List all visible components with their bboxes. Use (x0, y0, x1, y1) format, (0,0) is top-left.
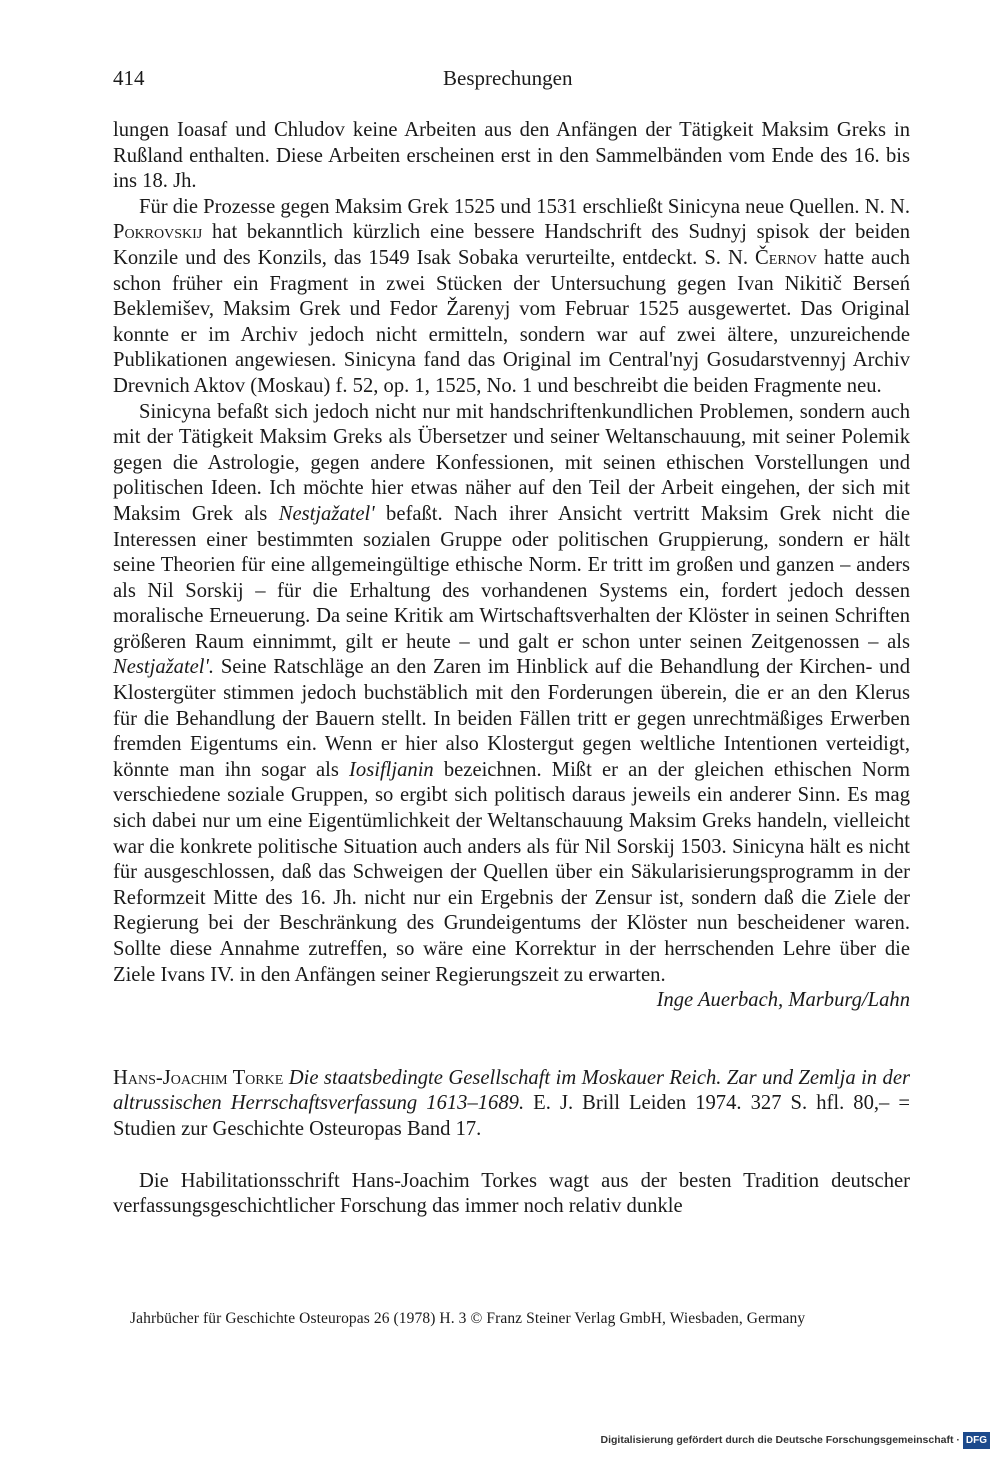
paragraph-3: Sinicyna befaßt sich jedoch nicht nur mit handschriftenkundlichen Problemen, sondern auch mit der Tätigkeit Maksim Greks als Übersetzer und seiner Weltanschauung, mit seiner Polemik gegen die Astrologie, gegen andere Konfessionen, mit seinen ethischen Vorstellungen und politischen Ideen. Ich möchte hier etwas näher auf den Teil der Arbeit eingehen, der sich mit Maksim Grek als Nestjažatel' befaßt. Nach ihrer Ansicht vertritt Maksim Grek nicht die Interessen einer bestimmten sozialen Gruppe oder politischen Gruppierung, sondern er hält seine Theorien für eine allgemeingültige ethische Norm. Er tritt im großen und ganzen – anders als Nil Sorskij – für die Erhaltung des vorhandenen Systems ein, fordert jedoch dessen moralische Erneuerung. Da seine Kritik am Wirtschaftsverhalten der Klöster in seinen Schriften größeren Raum einnimmt, gilt er heute – und galt er schon unter seinen Zeitgenossen – als Nestjažatel'. Seine Ratschläge an den Zaren im Hinblick auf die Behandlung der Kirchen- und Klostergüter stimmen jedoch buchstäblich mit den Forderungen überein, die er an den Klerus für die Behandlung der Bauern stellt. In beiden Fällen tritt er gegen unrechtmäßiges Erwerben fremden Eigentums ein. Wenn er hier also Klostergut gegen weltliche Intentionen verteidigt, könnte man ihn sogar als Iosifljanin bezeichnen. Mißt er an der gleichen ethischen Norm verschiedene soziale Gruppen, so ergibt sich politisch daraus jeweils ein anderer Sinn. Es mag sich dabei nur um eine Eigentümlichkeit der Weltanschauung Maksim Greks handeln, vielleicht war die konkrete politische Situation auch anders als für Nil Sorskij 1503. Sinicyna hält es nicht für ausgeschlossen, daß das Schweigen der Quellen über ein Säkularisierungsprogramm in der Reformzeit Mitte des 16. Jh. nicht nur ein Ergebnis der Zensur ist, sondern daß die Ziele der Regierung bei der Beschränkung des Grundeigentums der Klöster nun bescheidener waren. Sollte diese Annahme zutreffen, so wäre eine Korrektur in der herrschenden Lehre über die Ziele Ivans IV. in den Anfängen seiner Regierungszeit zu erwarten. (113, 400, 910, 986)
reviewer-signature: Inge Auerbach, Marburg/Lahn (656, 989, 910, 1012)
italic-term: Nestjažatel'. (113, 656, 215, 679)
author-name-cernov: Černov (755, 246, 818, 269)
paragraph-1: lungen Ioasaf und Chludov keine Arbeiten aus den Anfängen der Tätigkeit Maksim Greks in Rußland enthalten. Diese Arbeiten erscheinen erst in den Sammelbänden vom Ende des 16. bis ins 18. Jh. (113, 119, 910, 193)
dfg-logo-icon: DFG (963, 1432, 990, 1449)
italic-term: Nestjažatel' (278, 502, 375, 525)
journal-citation: Jahrbücher für Geschichte Osteuropas 26 (1978) H. 3 © Franz Steiner Verlag GmbH, Wiesbaden, Germany (130, 1310, 806, 1327)
paragraph-2: Für die Prozesse gegen Maksim Grek 1525 und 1531 erschließt Sinicyna neue Quellen. N. N. Pokrovskij hat bekanntlich kürzlich eine bessere Handschrift des Sudnyj spisok der beiden Konzile und des Konzils, das 1549 Isak Sobaka verurteilte, entdeckt. S. N. Černov hatte auch schon früher ein Fragment in zwei Stücken der Untersuchung gegen Ivan Nikitič Berseń Beklemišev, Maksim Grek und Fedor Žarenyj vom Februar 1525 ausgewertet. Das Original konnte er im Archiv jedoch nicht ermitteln, sondern war auf zwei ältere, unzureichende Publikationen angewiesen. Sinicyna fand das Original im Central'nyj Gosudarstvennyj Archiv Drevnich Aktov (Moskau) f. 52, op. 1, 1525, No. 1 und beschreibt die beiden Fragmente neu. (113, 195, 910, 397)
italic-term: Iosifljanin (349, 758, 434, 781)
digitization-notice (601, 1431, 991, 1449)
reviewed-title: Die staatsbedingte Gesellschaft im Moskauer Reich. Zar und Zemlja in der altrussischen Herrschaftsverfassung 1613–1689. (113, 1066, 910, 1115)
main-text (113, 118, 910, 1220)
author-name-pokrovskij: Pokrovskij (113, 221, 203, 244)
page-header (113, 66, 910, 96)
digitization-text: Digitalisierung gefördert durch die Deutsche Forschungsgemeinschaft · (600, 1434, 960, 1446)
reviewed-author: Hans-Joachim Torke (113, 1066, 284, 1089)
page-number: 414 (113, 66, 145, 90)
publication-details: E. J. Brill Leiden 1974. 327 S. hfl. 80,– = Studien zur Geschichte Osteuropas Band 17. (113, 1092, 910, 1140)
running-head: Besprechungen (443, 66, 573, 90)
review-heading (113, 1066, 910, 1143)
paragraph-review-2: Die Habilitationsschrift Hans-Joachim Torkes wagt aus der besten Tradition deutscher verfassungsgeschichtlicher Forschung das immer noch relativ dunkle (113, 1169, 910, 1218)
